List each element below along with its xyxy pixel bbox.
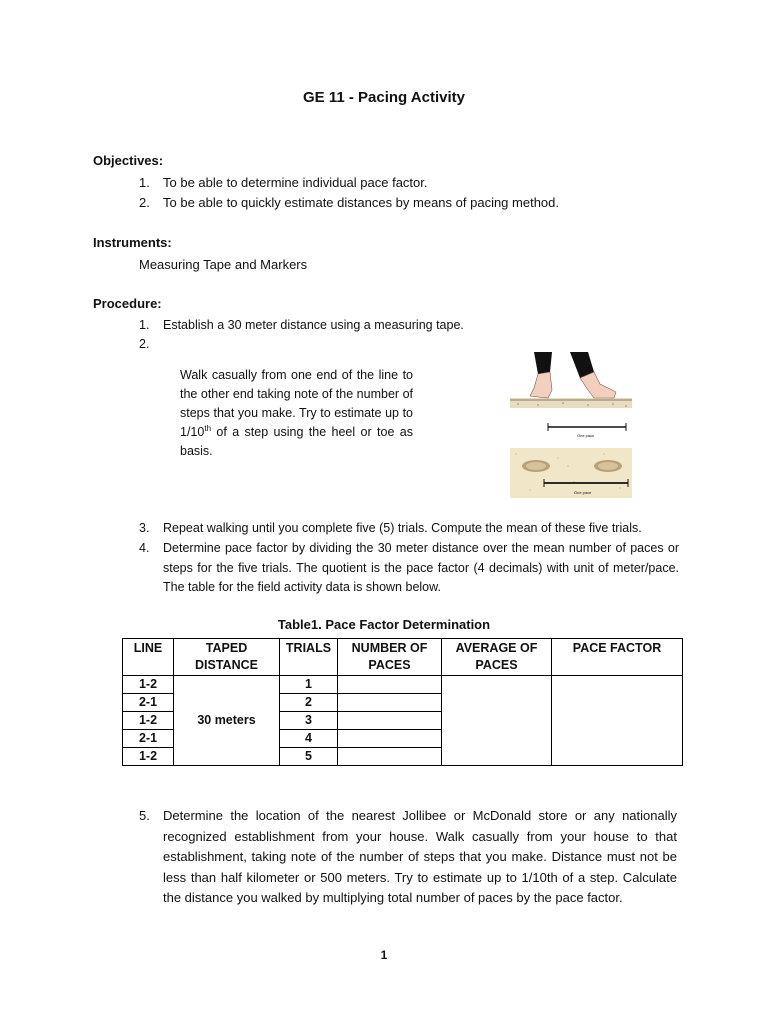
header-taped-distance: TAPED DISTANCE [174,639,280,676]
table-header-row [123,639,683,676]
step-number: 4. [139,541,150,555]
objective-text: To be able to quickly estimate distances by means of pacing method. [163,195,559,210]
cell-average-of-paces [442,676,552,766]
cell-number-of-paces [338,712,442,730]
step-text: Determine the location of the nearest Jollibee or McDonald store or any nationally recognized establishment from your house. Walk casually from your house to that establishment, taking note of the number of steps that you make. Distance must not be less than half kilometer or 500 meters. Try to estimate up to 1/10th of a step. Calculate the distance you walked by multiplying total number of paces by the pace factor. [163,808,677,905]
page-number: 1 [380,948,388,962]
superscript: th [204,423,212,433]
step-number: 5. [139,808,150,823]
objective-item [139,193,559,213]
pacing-illustration [508,350,634,498]
objective-number: 2. [139,195,150,210]
cell-number-of-paces [338,748,442,766]
header-trials: TRIALS [280,639,338,676]
step-number: 3. [139,521,150,535]
header-pace-factor: PACE FACTOR [552,639,683,676]
cell-trial: 4 [280,730,338,748]
table-row [123,676,683,694]
cell-line: 2-1 [123,694,174,712]
header-line: LINE [123,639,174,676]
cell-trial: 1 [280,676,338,694]
cell-trial: 3 [280,712,338,730]
instruments-heading: Instruments: [93,235,172,250]
procedure-step-5 [139,806,677,909]
step-text-part: Walk casually from one end of the line to the other end taking note of the number of steps that you make. Try to estimate up to 1/10 [180,368,413,439]
step-text: Repeat walking until you complete five (5) trials. Compute the mean of these five trials. [163,521,642,535]
procedure-step-2-text [180,366,413,461]
procedure-step-2-number: 2. [139,337,150,351]
scale-label-bottom: One pace [574,490,592,495]
pace-factor-table [122,638,683,766]
cell-line: 1-2 [123,676,174,694]
cell-line: 1-2 [123,748,174,766]
objective-text: To be able to determine individual pace factor. [163,175,428,190]
step-number: 1. [139,318,150,332]
procedure-step-1 [139,315,464,335]
step-text: Establish a 30 meter distance using a measuring tape. [163,318,464,332]
objective-item [139,173,428,193]
cell-taped-distance: 30 meters [174,676,280,766]
objectives-heading: Objectives: [93,153,164,168]
procedure-step-4 [139,539,679,598]
cell-number-of-paces [338,676,442,694]
cell-number-of-paces [338,694,442,712]
cell-number-of-paces [338,730,442,748]
cell-pace-factor [552,676,683,766]
procedure-step-3 [139,519,679,539]
header-average-of-paces: AVERAGE OF PACES [442,639,552,676]
step-text-part: of a step using the heel or toe as basis. [180,425,413,458]
header-number-of-paces: NUMBER OF PACES [338,639,442,676]
cell-trial: 5 [280,748,338,766]
cell-trial: 2 [280,694,338,712]
table-caption: Table1. Pace Factor Determination [277,617,491,632]
page-title: GE 11 - Pacing Activity [302,89,465,106]
objective-number: 1. [139,175,150,190]
cell-line: 1-2 [123,712,174,730]
procedure-heading: Procedure: [93,296,162,311]
instruments-text: Measuring Tape and Markers [139,257,308,272]
scale-label-top: One pace [577,433,595,438]
step-text: Determine pace factor by dividing the 30 meter distance over the mean number of paces or steps for the five trials. The quotient is the pace factor (4 decimals) with unit of meter/pace. The table for the field activity data is shown below. [163,541,679,594]
cell-line: 2-1 [123,730,174,748]
